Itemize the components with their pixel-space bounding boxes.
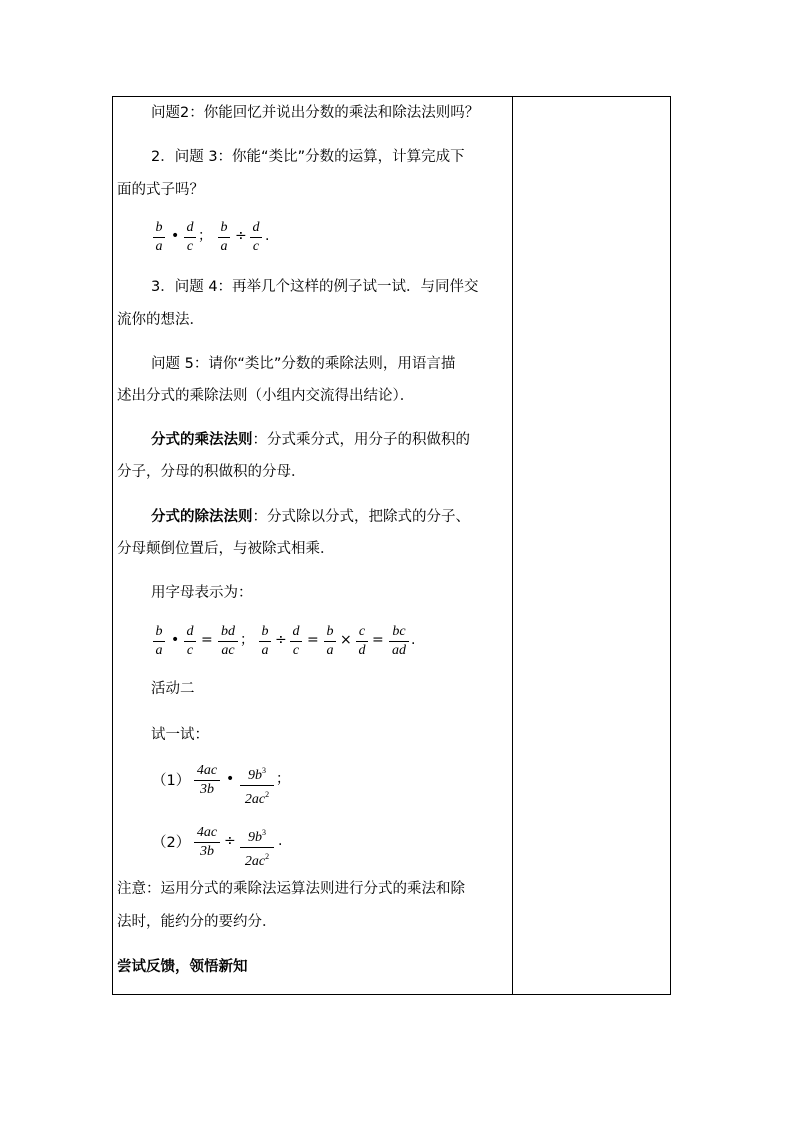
period: . xyxy=(411,632,416,648)
note-line1: 注意：运用分式的乘除法运算法则进行分式的乘法和除 xyxy=(117,881,465,897)
fraction-c-over-d: c d xyxy=(356,624,368,659)
division-rule-line2: 分母颠倒位置后，与被除式相乘． xyxy=(117,541,335,557)
activity-2-heading: 活动二 xyxy=(151,681,195,697)
fraction-d-over-c: d c xyxy=(250,220,262,255)
multiplication-rule-line1: 分式的乘法法则：分式乘分式，用分子的积做积的 xyxy=(151,432,470,448)
division-rule-line1: 分式的除法法则：分式除以分式，把除式的分子、 xyxy=(151,509,470,525)
feedback-heading: 尝试反馈，领悟新知 xyxy=(117,959,248,975)
table-column-divider xyxy=(512,96,513,995)
separator: ； xyxy=(276,771,290,787)
question-5-line1: 问题 5：请你“类比”分数的乘除法则，用语言描 xyxy=(151,356,456,372)
fraction-bd-over-ac: bd ac xyxy=(218,624,238,659)
fraction-9b3-over-2ac2: $9b^3$ $2ac^2$ xyxy=(240,825,274,870)
fraction-b-over-a: b a xyxy=(324,624,336,659)
multiply-dot: • xyxy=(171,632,180,648)
period: . xyxy=(265,228,270,244)
question-3-line2: 面的式子吗？ xyxy=(117,182,204,198)
question-2: 问题2：你能回忆并说出分数的乘法和除法法则吗？ xyxy=(151,105,480,121)
equals-sign: = xyxy=(307,632,319,648)
equals-sign: = xyxy=(201,632,213,648)
multiplication-rule-title: 分式的乘法法则 xyxy=(151,432,253,448)
fraction-b-over-a: b a xyxy=(218,220,230,255)
letters-intro: 用字母表示为： xyxy=(151,585,253,601)
period: . xyxy=(278,833,283,849)
fraction-4ac-over-3b: 4ac 3b xyxy=(194,763,220,798)
multiplication-rule-line2: 分子，分母的积做积的分母． xyxy=(117,464,306,480)
separator: ； xyxy=(240,632,254,648)
fraction-9b3-over-2ac2: $9b^3$ $2ac^2$ xyxy=(240,763,274,808)
divide-sign: ÷ xyxy=(224,833,236,849)
exercise-1-label: （1） xyxy=(152,773,191,789)
exercise-2-label: （2） xyxy=(152,835,191,851)
try-it-heading: 试一试： xyxy=(151,727,209,743)
fraction-d-over-c: d c xyxy=(290,624,302,659)
fraction-bc-over-ad: bc ad xyxy=(389,624,409,659)
fraction-4ac-over-3b: 4ac 3b xyxy=(194,825,220,860)
times-sign: × xyxy=(340,632,352,648)
fraction-d-over-c: d c xyxy=(184,220,196,255)
note-line2: 法时，能约分的要约分． xyxy=(117,914,277,930)
question-3-line1: 2．问题 3：你能“类比”分数的运算，计算完成下 xyxy=(151,149,465,165)
division-rule-title: 分式的除法法则 xyxy=(151,509,253,525)
multiply-dot: • xyxy=(226,771,235,787)
question-4-line1: 3．问题 4：再举几个这样的例子试一试．与同伴交 xyxy=(151,279,479,295)
divide-sign: ÷ xyxy=(275,632,287,648)
question-4-line2: 流你的想法． xyxy=(117,312,204,328)
fraction-d-over-c: d c xyxy=(184,624,196,659)
fraction-b-over-a: b a xyxy=(259,624,271,659)
equals-sign: = xyxy=(372,632,384,648)
fraction-b-over-a: b a xyxy=(153,624,165,659)
multiply-dot: • xyxy=(171,228,180,244)
divide-sign: ÷ xyxy=(235,228,247,244)
separator: ； xyxy=(198,228,212,244)
fraction-b-over-a: b a xyxy=(153,220,165,255)
question-5-line2: 述出分式的乘除法则（小组内交流得出结论）． xyxy=(117,388,415,404)
